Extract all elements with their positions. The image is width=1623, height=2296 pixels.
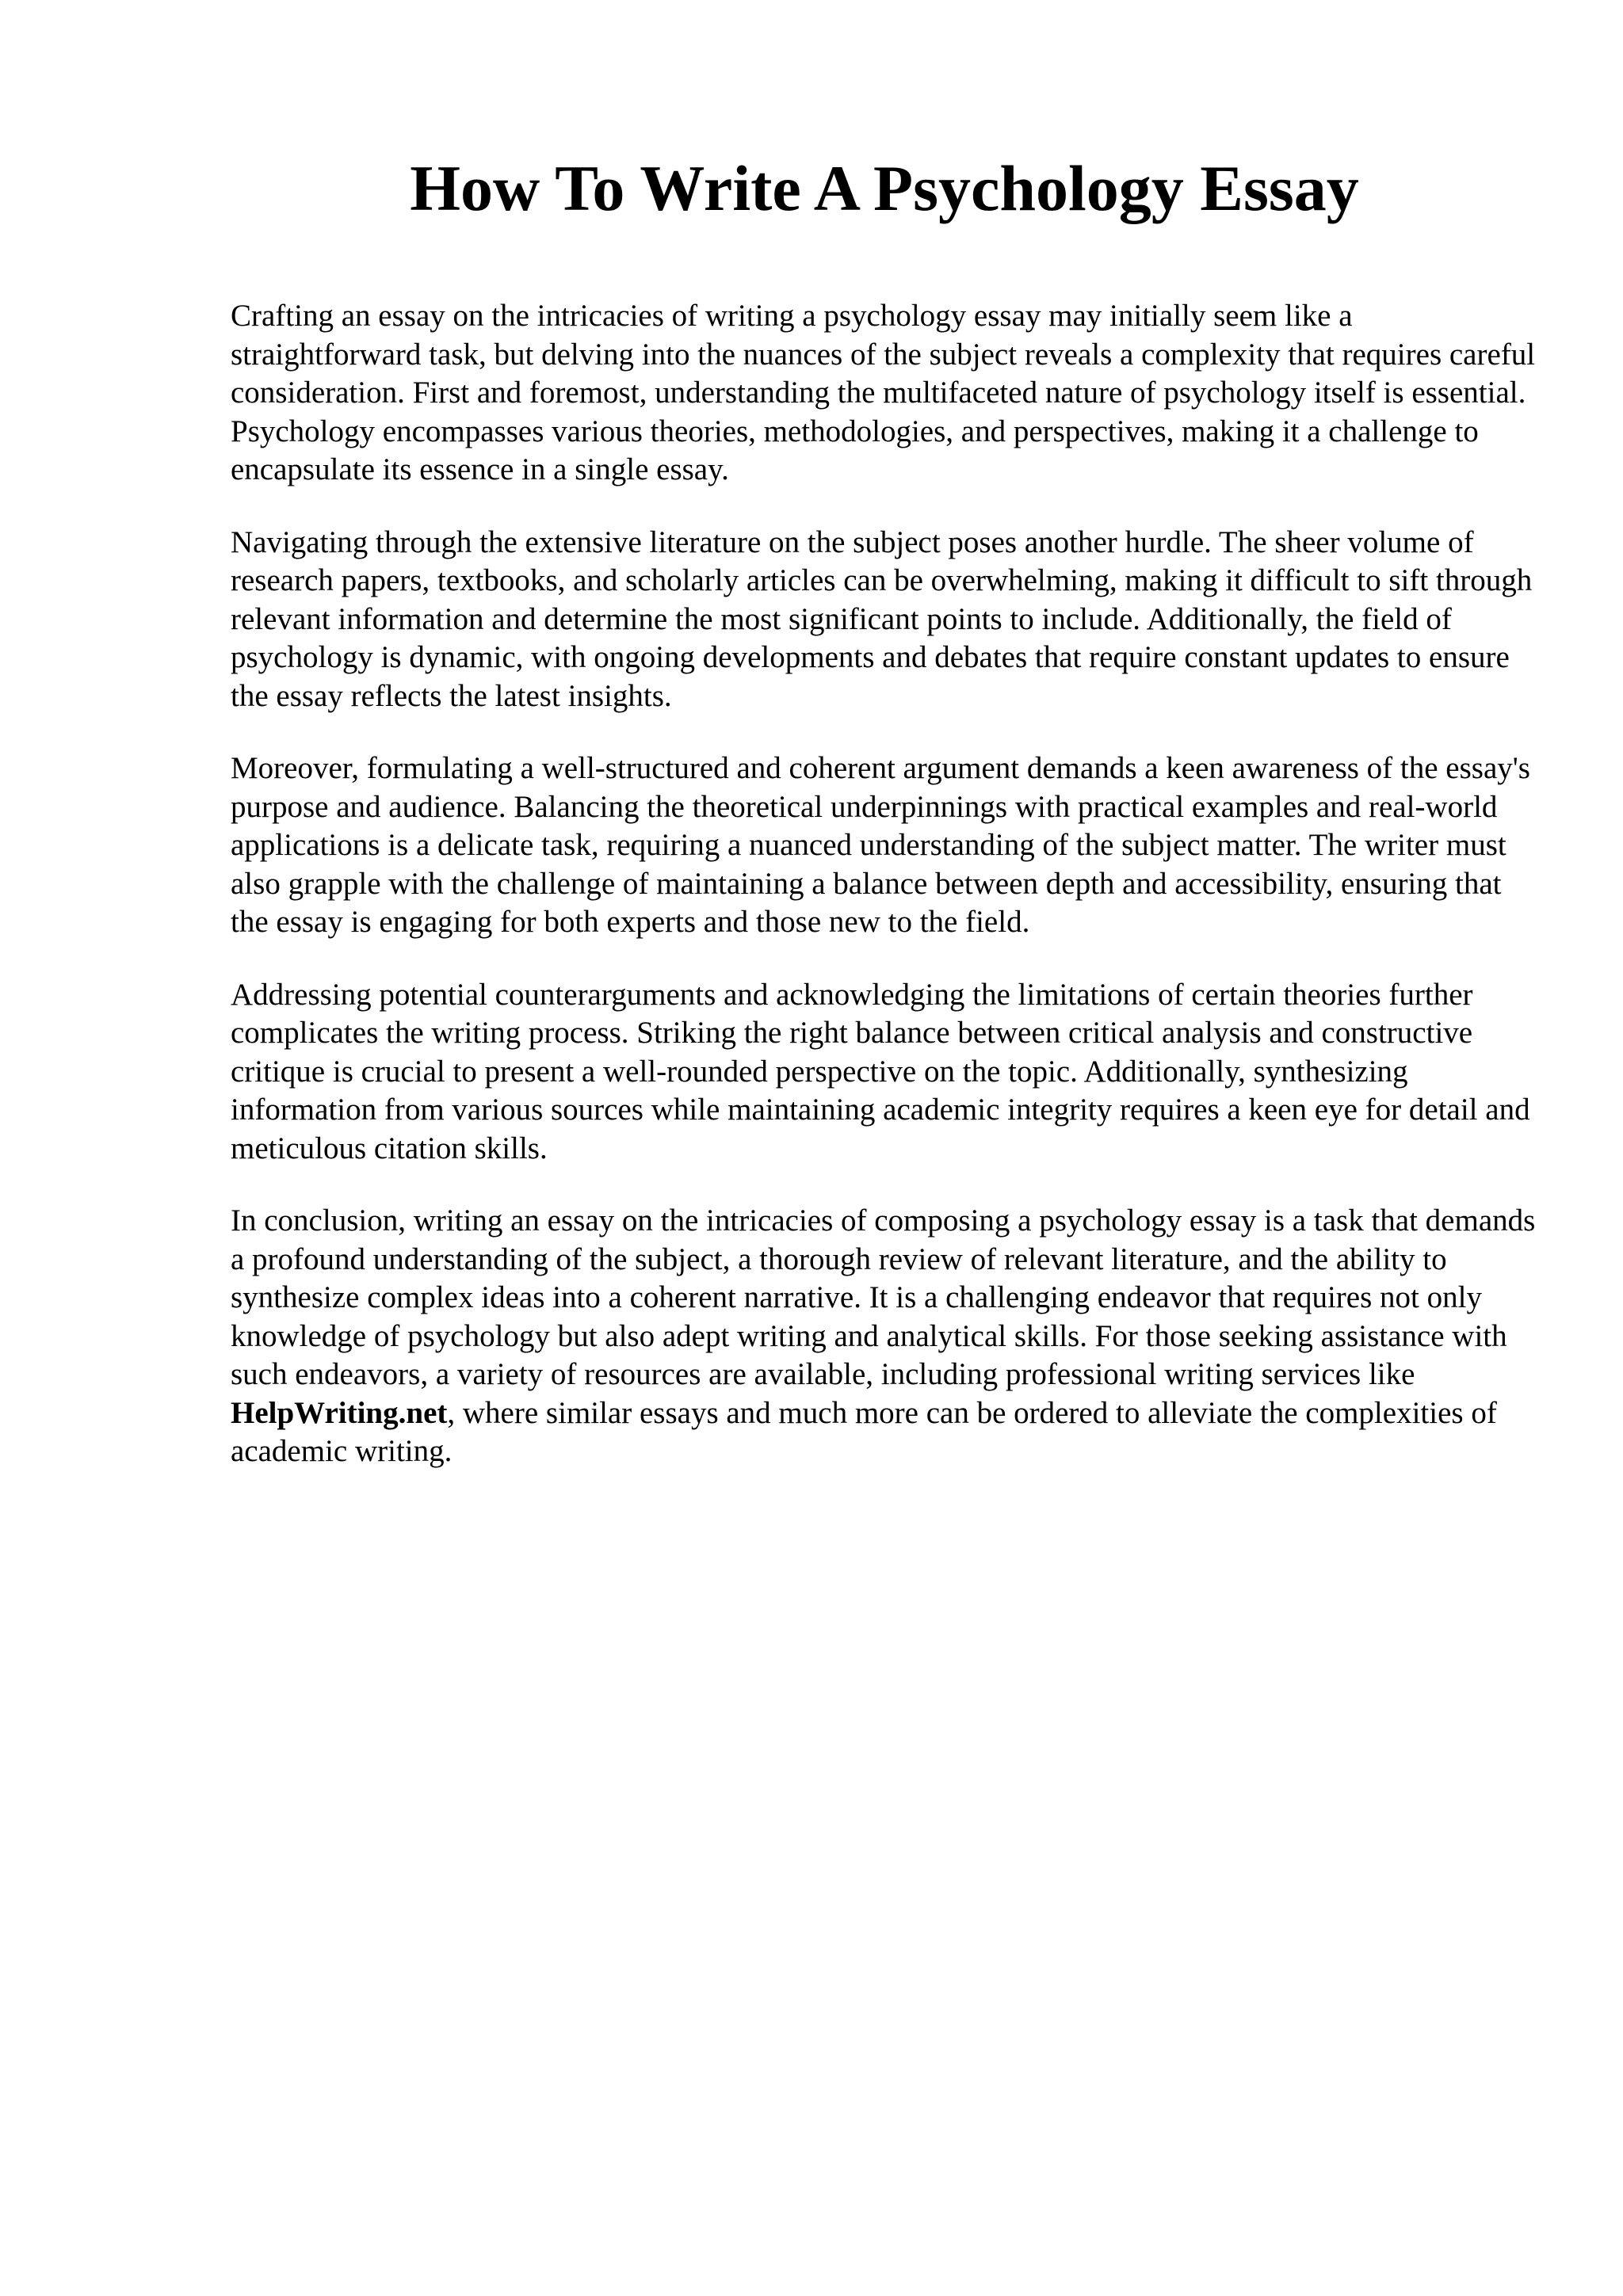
paragraph-conclusion <box>231 1202 1538 1471</box>
conclusion-text-start: In conclusion, writing an essay on the intricacies of composing a psychology essay is a task that demands a profound understanding of the subject, a thorough review of relevant literature, and the ability to synthesize complex ideas into a coherent narrative. It is a challenging endeavor that requires not only knowledge of psychology but also adept writing and analytical skills. For those seeking assistance with such endeavors, a variety of resources are available, including professional writing services like <box>231 1203 1536 1391</box>
conclusion-text-end: , where similar essays and much more can be ordered to alleviate the complexities of academic writing. <box>231 1395 1497 1468</box>
page-title: How To Write A Psychology Essay <box>410 152 1359 224</box>
paragraph-1: Crafting an essay on the intricacies of writing a psychology essay may initially seem like a straightforward task, but delving into the nuances of the subject reveals a complexity that requires careful consideration. First and foremost, understanding the multifaceted nature of psychology itself is essential. Psychology encompasses various theories, methodologies, and perspectives, making it a challenge to encapsulate its essence in a single essay. <box>231 299 1536 486</box>
paragraph-4: Addressing potential counterarguments and acknowledging the limitations of certain theories further complicates the writing process. Striking the right balance between critical analysis and constructive critique is crucial to present a well-rounded perspective on the topic. Additionally, synthesizing information from various sources while maintaining academic integrity requires a keen eye for detail and meticulous citation skills. <box>231 977 1530 1165</box>
essay-body <box>231 297 1538 1505</box>
brand-name: HelpWriting.net <box>231 1395 448 1430</box>
paragraph-3: Moreover, formulating a well-structured and coherent argument demands a keen awareness of the essay's purpose and audience. Balancing the theoretical underpinnings with practical examples and real-world applications is a delicate task, requiring a nuanced understanding of the subject matter. The writer must also grapple with the challenge of maintaining a balance between depth and accessibility, ensuring that the essay is engaging for both experts and those new to the field. <box>231 751 1530 939</box>
paragraph-2: Navigating through the extensive literature on the subject poses another hurdle. The sheer volume of research papers, textbooks, and scholarly articles can be overwhelming, making it difficult to sift through relevant information and determine the most significant points to include. Additionally, the field of psychology is dynamic, with ongoing developments and debates that require constant updates to ensure the essay reflects the latest insights. <box>231 524 1533 713</box>
